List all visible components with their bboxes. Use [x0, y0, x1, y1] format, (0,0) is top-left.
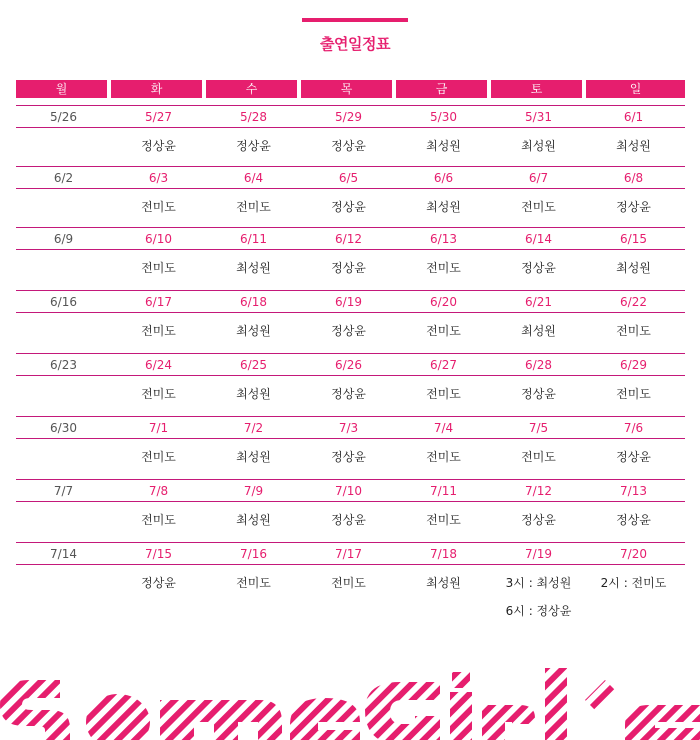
day-header-6: 일 — [586, 80, 685, 98]
performer-name: 정상윤 — [616, 200, 651, 214]
performer-name: 전미도 — [141, 450, 176, 464]
date-cell: 7/5 — [528, 421, 549, 435]
date-cell: 7/3 — [338, 421, 359, 435]
performer-name: 최성원 — [236, 324, 271, 338]
title-accent-bar — [302, 18, 408, 22]
date-cell: 6/4 — [243, 171, 264, 185]
date-cell: 6/26 — [335, 358, 362, 372]
date-cell: 5/28 — [240, 110, 267, 124]
performer-name: 전미도 — [426, 513, 461, 527]
date-divider — [16, 501, 685, 502]
date-cell: 5/26 — [50, 110, 77, 124]
date-cell: 7/4 — [433, 421, 454, 435]
date-cell: 7/6 — [623, 421, 644, 435]
date-cell: 7/13 — [620, 484, 647, 498]
date-cell: 5/29 — [335, 110, 362, 124]
page-title: 출연일정표 — [320, 35, 390, 53]
date-cell: 6/16 — [50, 295, 77, 309]
performer-name: 정상윤 — [616, 450, 651, 464]
date-divider — [16, 438, 685, 439]
performer-name: 전미도 — [521, 450, 556, 464]
performer-name: 정상윤 — [331, 261, 366, 275]
date-divider — [16, 127, 685, 128]
performer-name: 정상윤 — [331, 513, 366, 527]
performer-name: 최성원 — [236, 261, 271, 275]
performer-name: 전미도 — [141, 200, 176, 214]
date-cell: 7/14 — [50, 547, 77, 561]
day-header-2: 수 — [206, 80, 297, 98]
date-cell: 6/7 — [528, 171, 549, 185]
date-cell: 6/27 — [430, 358, 457, 372]
performer-name: 전미도 — [141, 324, 176, 338]
date-cell: 6/19 — [335, 295, 362, 309]
week-divider — [16, 105, 685, 106]
date-cell: 7/16 — [240, 547, 267, 561]
date-divider — [16, 249, 685, 250]
date-cell: 6/13 — [430, 232, 457, 246]
date-cell: 6/22 — [620, 295, 647, 309]
date-divider — [16, 375, 685, 376]
performer-name: 정상윤 — [616, 513, 651, 527]
date-cell: 6/28 — [525, 358, 552, 372]
date-cell: 5/31 — [525, 110, 552, 124]
performer-name: 정상윤 — [331, 200, 366, 214]
date-cell: 6/9 — [53, 232, 74, 246]
performer-name: 전미도 — [426, 261, 461, 275]
performer-name: 전미도 — [521, 200, 556, 214]
performer-name: 정상윤 — [331, 450, 366, 464]
date-cell: 6/20 — [430, 295, 457, 309]
performer-name: 최성원 — [521, 324, 556, 338]
performer-name: 최성원 — [236, 387, 271, 401]
date-cell: 7/12 — [525, 484, 552, 498]
date-cell: 7/19 — [525, 547, 552, 561]
performer-name: 전미도 — [426, 324, 461, 338]
date-cell: 6/12 — [335, 232, 362, 246]
performer-name: 2시 : 전미도 — [600, 576, 667, 590]
performer-name: 정상윤 — [331, 387, 366, 401]
date-cell: 6/23 — [50, 358, 77, 372]
date-cell: 7/9 — [243, 484, 264, 498]
week-divider — [16, 353, 685, 354]
date-cell: 6/21 — [525, 295, 552, 309]
performer-name: 전미도 — [616, 324, 651, 338]
date-cell: 6/14 — [525, 232, 552, 246]
date-cell: 6/29 — [620, 358, 647, 372]
performer-name: 전미도 — [236, 200, 271, 214]
date-cell: 6/17 — [145, 295, 172, 309]
performer-name: 정상윤 — [521, 513, 556, 527]
date-cell: 6/6 — [433, 171, 454, 185]
date-cell: 6/15 — [620, 232, 647, 246]
week-divider — [16, 542, 685, 543]
performer-name: 전미도 — [141, 387, 176, 401]
performer-name: 정상윤 — [331, 324, 366, 338]
day-header-4: 금 — [396, 80, 487, 98]
day-header-0: 월 — [16, 80, 107, 98]
performer-name: 최성원 — [426, 200, 461, 214]
date-cell: 6/24 — [145, 358, 172, 372]
performer-name: 최성원 — [616, 261, 651, 275]
date-cell: 7/2 — [243, 421, 264, 435]
week-divider — [16, 166, 685, 167]
performer-name: 정상윤 — [141, 576, 176, 590]
performer-name: 정상윤 — [236, 139, 271, 153]
performer-name-extra: 6시 : 정상윤 — [505, 604, 572, 618]
date-cell: 6/30 — [50, 421, 77, 435]
date-cell: 5/30 — [430, 110, 457, 124]
date-cell: 7/11 — [430, 484, 457, 498]
date-cell: 7/7 — [53, 484, 74, 498]
performer-name: 전미도 — [236, 576, 271, 590]
performer-name: 정상윤 — [521, 387, 556, 401]
day-header-3: 목 — [301, 80, 392, 98]
day-header-1: 화 — [111, 80, 202, 98]
performer-name: 전미도 — [426, 387, 461, 401]
performer-name: 정상윤 — [331, 139, 366, 153]
date-cell: 6/3 — [148, 171, 169, 185]
date-divider — [16, 188, 685, 189]
date-cell: 6/2 — [53, 171, 74, 185]
performer-name: 전미도 — [331, 576, 366, 590]
performer-name: 전미도 — [141, 261, 176, 275]
day-header-5: 토 — [491, 80, 582, 98]
date-cell: 6/1 — [623, 110, 644, 124]
date-cell: 6/10 — [145, 232, 172, 246]
date-cell: 6/11 — [240, 232, 267, 246]
date-divider — [16, 312, 685, 313]
date-cell: 5/27 — [145, 110, 172, 124]
date-divider — [16, 564, 685, 565]
week-divider — [16, 479, 685, 480]
date-cell: 6/18 — [240, 295, 267, 309]
performer-name: 정상윤 — [521, 261, 556, 275]
date-cell: 7/20 — [620, 547, 647, 561]
date-cell: 7/15 — [145, 547, 172, 561]
performer-name: 최성원 — [236, 513, 271, 527]
date-cell: 6/5 — [338, 171, 359, 185]
date-cell: 6/25 — [240, 358, 267, 372]
performer-name: 최성원 — [616, 139, 651, 153]
performer-name: 3시 : 최성원 — [505, 576, 572, 590]
performer-name: 전미도 — [616, 387, 651, 401]
performer-name: 최성원 — [521, 139, 556, 153]
date-cell: 7/18 — [430, 547, 457, 561]
date-cell: 7/10 — [335, 484, 362, 498]
performer-name: 최성원 — [426, 139, 461, 153]
date-cell: 7/8 — [148, 484, 169, 498]
date-cell: 6/8 — [623, 171, 644, 185]
performer-name: 최성원 — [236, 450, 271, 464]
week-divider — [16, 290, 685, 291]
performer-name: 정상윤 — [141, 139, 176, 153]
date-cell: 7/17 — [335, 547, 362, 561]
date-cell: 7/1 — [148, 421, 169, 435]
striped-background-lettering — [0, 650, 700, 740]
performer-name: 전미도 — [426, 450, 461, 464]
week-divider — [16, 227, 685, 228]
week-divider — [16, 416, 685, 417]
performer-name: 전미도 — [141, 513, 176, 527]
performer-name: 최성원 — [426, 576, 461, 590]
